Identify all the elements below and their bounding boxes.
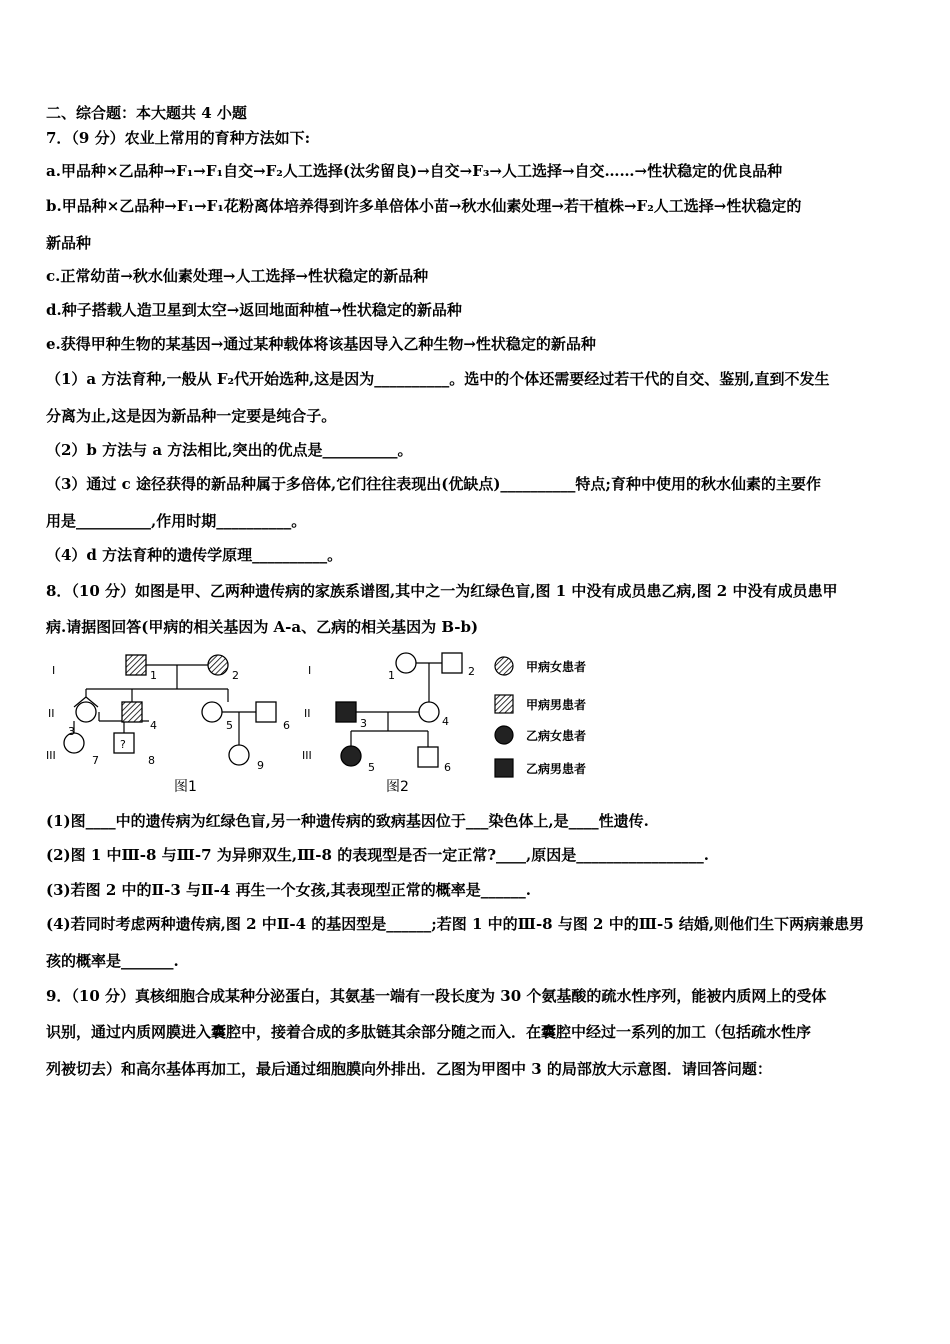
fig1-ii3-female xyxy=(76,702,96,722)
fig2-ii3-male-affected xyxy=(336,702,356,722)
q8-part4-line2: 孩的概率是_______. xyxy=(46,952,179,970)
fig1-num-6: 6 xyxy=(283,719,290,732)
fig2-gen-label-3: III xyxy=(302,749,312,762)
fig1-i2-female-affected xyxy=(208,655,228,675)
fig1-gen-label-3: III xyxy=(46,749,56,762)
fig2-iii6-male xyxy=(418,747,438,767)
q9-line3: 列被切去）和高尔基体再加工，最后通过细胞膜向外排出．乙图为甲图中 3 的局部放大示意图．请回答问题： xyxy=(46,1060,772,1078)
fig1-num-2: 2 xyxy=(232,669,239,682)
q8-part4-line1: (4)若同时考虑两种遗传病,图 2 中Ⅱ-4 的基因型是______;若图 1 中的Ⅲ-8 与图 2 中的Ⅲ-5 结婚,则他们生下两病兼患男 xyxy=(46,915,865,933)
q7-method-b-line1: b.甲品种×乙品种→F₁→F₁花粉离体培养得到许多单倍体小苗→秋水仙素处理→若干植株→F₂人工选择→性状稳定的 xyxy=(46,197,802,215)
fig1-unknown-mark: ? xyxy=(120,738,126,751)
q8-stem-line2: 病.请据图回答(甲病的相关基因为 A-a、乙病的相关基因为 B-b) xyxy=(46,618,479,636)
fig1-ii4-male-affected xyxy=(122,702,142,722)
fig2-iii5-female-affected xyxy=(341,746,361,766)
q9-line2: 识别，通过内质网膜进入囊腔中，接着合成的多肽链其余部分随之而入．在囊腔中经过一系列的加工（包括疏水性序 xyxy=(46,1023,812,1041)
q7-part2: （2）b 方法与 a 方法相比,突出的优点是__________。 xyxy=(46,441,413,459)
fig1-num-4: 4 xyxy=(150,719,157,732)
legend-symbol-female-a xyxy=(495,657,513,675)
fig1-i1-male-affected xyxy=(126,655,146,675)
q7-method-b-line2: 新品种 xyxy=(46,234,92,252)
q9-line1: 9．（10 分）真核细胞合成某种分泌蛋白，其氨基一端有一段长度为 30 个氨基酸的疏水性序列，能被内质网上的受体 xyxy=(46,987,827,1005)
q7-part4: （4）d 方法育种的遗传学原理__________。 xyxy=(46,546,343,564)
fig2-num-4: 4 xyxy=(442,715,449,728)
fig2-ii4-female xyxy=(419,702,439,722)
q8-part2: (2)图 1 中Ⅲ-8 与Ⅲ-7 为异卵双生,Ⅲ-8 的表现型是否一定正常?____,原因是_________________. xyxy=(46,846,709,864)
legend-symbol-female-b xyxy=(495,726,513,744)
q7-part3-line2: 用是__________,作用时期__________。 xyxy=(46,512,307,530)
q7-part1-line2: 分离为止,这是因为新品种一定要是纯合子。 xyxy=(46,407,337,425)
pedigree-figure xyxy=(46,645,606,797)
q7-stem: 7．（9 分）农业上常用的育种方法如下: xyxy=(46,129,311,147)
fig2-num-1: 1 xyxy=(388,669,395,682)
fig2-num-3: 3 xyxy=(360,717,367,730)
fig1-num-5: 5 xyxy=(226,719,233,732)
fig1-lines xyxy=(74,665,256,745)
q7-part3-line1: （3）通过 c 途径获得的新品种属于多倍体,它们往往表现出(优缺点)__________特点;育种中使用的秋水仙素的主要作 xyxy=(46,475,821,493)
q8-part3: (3)若图 2 中的Ⅱ-3 与Ⅱ-4 再生一个女孩,其表现型正常的概率是______. xyxy=(46,881,532,899)
fig1-gen-label-1: I xyxy=(52,664,56,677)
q7-method-d: d.种子搭载人造卫星到太空→返回地面种植→性状稳定的新品种 xyxy=(46,301,462,319)
fig2-caption: 图2 xyxy=(386,779,409,795)
q7-method-e: e.获得甲种生物的某基因→通过某种载体将该基因导入乙种生物→性状稳定的新品种 xyxy=(46,335,596,353)
fig1-num-1: 1 xyxy=(150,669,157,682)
legend-symbol-male-a xyxy=(495,695,513,713)
fig2-i2-male xyxy=(442,653,462,673)
q7-part1-line1: （1）a 方法育种,一般从 F₂代开始选种,这是因为__________。选中的个体还需要经过若干代的自交、鉴别,直到不发生 xyxy=(46,370,830,388)
fig1-ii5-female xyxy=(202,702,222,722)
q7-method-c: c.正常幼苗→秋水仙素处理→人工选择→性状稳定的新品种 xyxy=(46,267,429,285)
fig2-num-2: 2 xyxy=(468,665,475,678)
q7-method-a: a.甲品种×乙品种→F₁→F₁自交→F₂人工选择(汰劣留良)→自交→F₃→人工选择→自交……→性状稳定的优良品种 xyxy=(46,162,783,180)
legend-symbol-male-b xyxy=(495,759,513,777)
legend-label-male-a: 甲病男患者 xyxy=(526,698,587,712)
fig1-num-8: 8 xyxy=(148,754,155,767)
fig2-i1-female xyxy=(396,653,416,673)
fig1-ii6-male xyxy=(256,702,276,722)
q8-stem-line1: 8．（10 分）如图是甲、乙两种遗传病的家族系谱图,其中之一为红绿色盲,图 1 中没有成员患乙病,图 2 中没有成员患甲 xyxy=(46,582,838,600)
fig2-num-5: 5 xyxy=(368,761,375,774)
q8-part1: (1)图____中的遗传病为红绿色盲,另一种遗传病的致病基因位于___染色体上,是____性遗传. xyxy=(46,812,649,830)
fig2-gen-label-2: II xyxy=(304,707,311,720)
fig1-gen-label-2: II xyxy=(48,707,55,720)
legend-label-male-b: 乙病男患者 xyxy=(526,762,587,776)
section-heading: 二、综合题：本大题共 4 小题 xyxy=(46,104,247,122)
legend-label-female-b: 乙病女患者 xyxy=(526,729,587,743)
fig2-num-6: 6 xyxy=(444,761,451,774)
legend-label-female-a: 甲病女患者 xyxy=(526,660,587,674)
fig1-iii9-female xyxy=(229,745,249,765)
fig2-gen-label-1: I xyxy=(308,664,312,677)
fig1-num-3: 3 xyxy=(68,725,75,738)
fig1-num-7: 7 xyxy=(92,754,99,767)
fig1-caption: 图1 xyxy=(174,779,197,795)
fig1-num-9: 9 xyxy=(257,759,264,772)
